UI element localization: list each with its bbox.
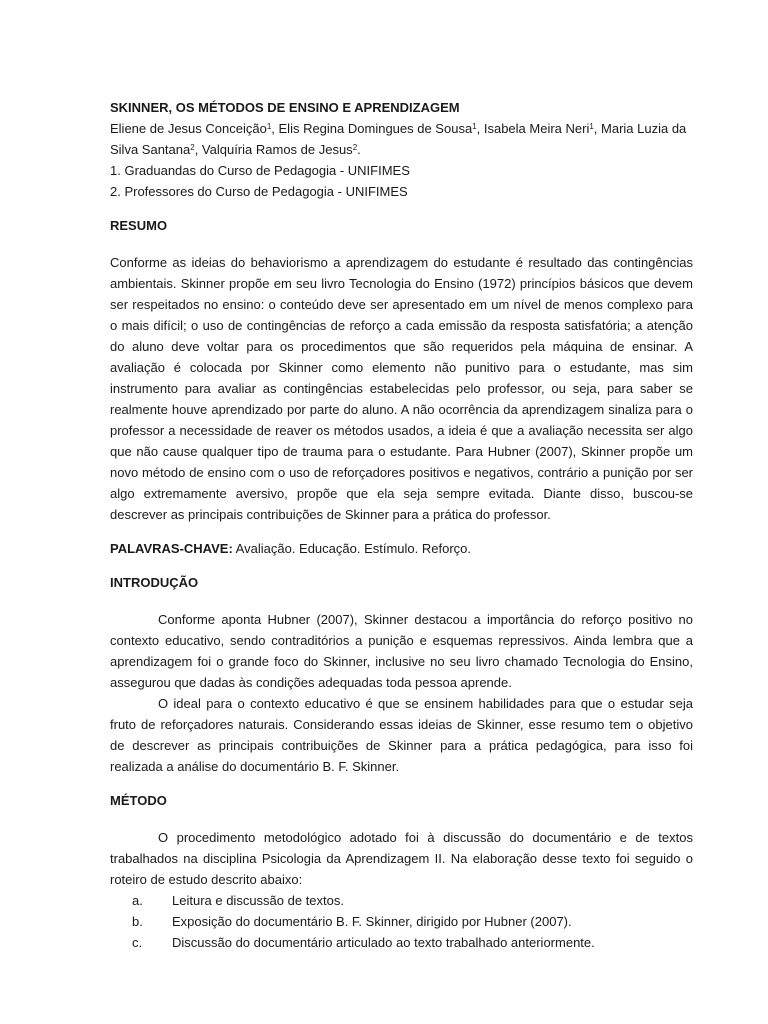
author-text: , Maria Luzia da (593, 121, 687, 136)
list-marker: b. (132, 914, 143, 929)
list-item (110, 932, 693, 953)
section-heading-metodo: MÉTODO (110, 793, 167, 808)
author-text: , Elis Regina Domingues de Sousa (271, 121, 473, 136)
method-steps-list (110, 890, 693, 953)
superscript: 1 (589, 122, 594, 131)
keywords-label: PALAVRAS-CHAVE: (110, 541, 233, 556)
list-item-text: Discussão do documentário articulado ao texto trabalhado anteriormente. (172, 935, 595, 950)
authors-line-2 (110, 139, 693, 160)
list-item (110, 890, 693, 911)
section-heading-resumo: RESUMO (110, 218, 168, 233)
author-text: , Valquíria Ramos de Jesus (194, 142, 353, 157)
method-paragraph: O procedimento metodológico adotado foi à discussão do documentário e de textos trabalhados na disciplina Psicologia da Aprendizagem II. Na elaboração desse texto foi seguido o roteiro de estudo descrito abaixo: (110, 830, 693, 887)
superscript: 1 (266, 122, 272, 131)
list-item-text: Exposição do documentário B. F. Skinner, dirigido por Hubner (2007). (172, 914, 572, 929)
author-text: . (357, 142, 361, 157)
author-text: Eliene de Jesus Conceição (110, 121, 267, 136)
authors-line-1 (110, 118, 693, 139)
intro-paragraph-1: Conforme aponta Hubner (2007), Skinner destacou a importância do reforço positivo no contexto educativo, sendo contraditórios a punição e esquemas repressivos. Ainda lembra que a aprendizagem foi o grande foco do Skinner, inclusive no seu livro chamado Tecnologia do Ensino, assegurou que dadas às condições adequadas toda pessoa aprende. (110, 612, 693, 690)
abstract-paragraph: Conforme as ideias do behaviorismo a aprendizagem do estudante é resultado das contingências ambientais. Skinner propõe em seu livro Tecnologia do Ensino (1972) princípios básicos que devem ser respeitados no ensino: o conteúdo deve ser apresentado em um nível de menos complexo para o mais difícil; o uso de contingências de reforço a cada emissão da resposta satisfatória; a atenção do aluno deve voltar para os procedimentos que são requeridos pela máquina de ensinar. A avaliação é colocada por Skinner como elemento não punitivo para o estudante, mas sim instrumento para avaliar as contingências estabelecidas pelo professor, ou seja, para saber se realmente houve aprendizado por parte do aluno. A não ocorrência da aprendizagem sinaliza para o professor a necessidade de reaver os métodos usados, a ideia é que a avaliação necessita ser algo que não cause qualquer tipo de trauma para o estudante. Para Hubner (2007), Skinner propõe um novo método de ensino com o uso de reforçadores positivos e negativos, contrário a punição por ser algo extremamente aversivo, propõe que ela seja sempre evitada. Diante disso, buscou-se descrever as principais contribuições de Skinner para a prática do professor. (110, 255, 693, 522)
affiliation-2: 2. Professores do Curso de Pedagogia - UNIFIMES (110, 184, 408, 199)
list-item (110, 911, 693, 932)
superscript: 2 (190, 143, 195, 152)
section-heading-introducao: INTRODUÇÃO (110, 575, 199, 590)
affiliation-1: 1. Graduandas do Curso de Pedagogia - UNIFIMES (110, 163, 410, 178)
author-text: , Isabela Meira Neri (476, 121, 590, 136)
paper-title: SKINNER, OS MÉTODOS DE ENSINO E APRENDIZAGEM (110, 100, 460, 115)
list-marker: a. (132, 893, 143, 908)
list-item-text: Leitura e discussão de textos. (172, 893, 344, 908)
keywords-line (110, 538, 693, 559)
superscript: 2 (352, 143, 358, 152)
superscript: 1 (472, 122, 477, 131)
list-marker: c. (132, 935, 143, 950)
author-text: Silva Santana (110, 142, 191, 157)
keywords-text: Avaliação. Educação. Estímulo. Reforço. (232, 541, 472, 556)
intro-paragraph-2: O ideal para o contexto educativo é que se ensinem habilidades para que o estudar seja fruto de reforçadores naturais. Considerando essas ideias de Skinner, esse resumo tem o objetivo de descrever as principais contribuições de Skinner para a prática pedagógica, para isso foi realizada a análise do documentário B. F. Skinner. (110, 696, 693, 774)
